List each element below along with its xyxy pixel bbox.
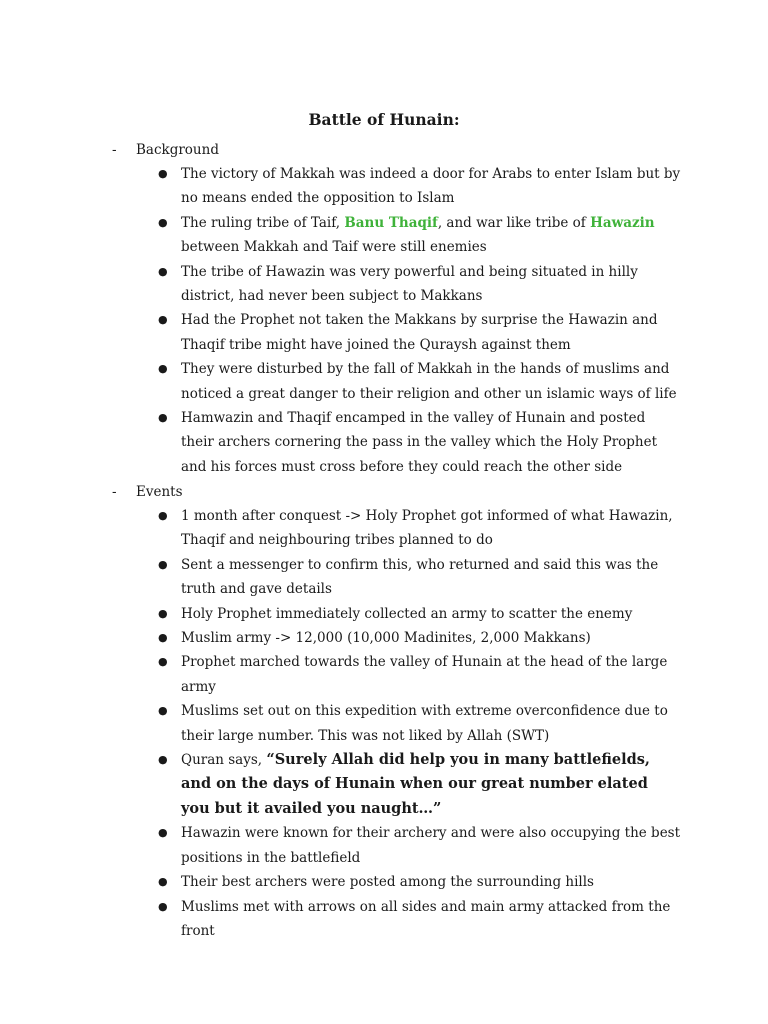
dash-marker: - — [112, 484, 117, 500]
bullet-icon: ● — [158, 606, 168, 620]
list-item — [0, 748, 681, 821]
section-heading-text: Background — [136, 142, 219, 158]
bullet-icon: ● — [158, 631, 168, 645]
list-item-text: Their best archers were posted among the surrounding hills — [181, 874, 594, 891]
list-item — [0, 504, 681, 553]
list-item-text: Sent a messenger to confirm this, who returned and said this was the truth and gave details — [181, 556, 659, 598]
bullet-icon: ● — [158, 875, 168, 889]
list-item-text: They were disturbed by the fall of Makkah in the hands of muslims and noticed a great danger to their religion and other un islamic ways of life — [181, 361, 677, 402]
bullet-icon: ● — [158, 411, 168, 425]
list-item — [0, 553, 681, 602]
section-events — [0, 480, 768, 943]
bullet-icon: ● — [158, 167, 168, 180]
bullet-icon: ● — [158, 753, 168, 767]
list-item-text: Prophet marched towards the valley of Hunain at the head of the large army — [181, 654, 668, 695]
page-title: Battle of Hunain: — [308, 110, 460, 129]
section-heading-text: Events — [136, 484, 183, 500]
list-item — [0, 650, 681, 699]
list-item-text: Muslims set out on this expedition with extreme overconfidence due to their large number. This was not liked by Allah (SWT) — [181, 703, 668, 744]
list-item-text: The victory of Makkah was indeed a door for Arabs to enter Islam but by no means ended the opposition to Islam — [181, 166, 681, 207]
list-item-text: The tribe of Hawazin was very powerful and being situated in hilly district, had never been subject to Makkans — [181, 263, 638, 305]
list-item-text: Hamwazin and Thaqif encamped in the valley of Hunain and posted their archers cornering the pass in the valley which the Holy Prophet and his forces must cross before they could reach the other side — [181, 410, 658, 475]
list-item — [0, 699, 681, 748]
bullet-icon: ● — [158, 557, 168, 571]
list-item-text-start: Quran says, — [181, 752, 267, 769]
list-item-text-start: The ruling tribe of Taif, — [181, 214, 345, 231]
list-item — [0, 626, 681, 650]
quran-quote: “Surely Allah did help you in many battlefields, and on the days of Hunain when our great number elated you but it availed you naught…” — [181, 751, 650, 817]
list-item — [0, 357, 681, 406]
highlight-banu-thaqif: Banu Thaqif — [344, 214, 438, 231]
section-heading — [0, 138, 768, 162]
bullet-list — [0, 504, 768, 943]
list-item-text-middle: , and war like tribe of — [437, 214, 591, 231]
bullet-icon: ● — [158, 362, 168, 376]
list-item-text: Holy Prophet immediately collected an army to scatter the enemy — [181, 605, 633, 622]
dash-marker: - — [112, 142, 117, 158]
bullet-icon: ● — [158, 509, 168, 522]
list-item — [0, 162, 681, 211]
list-item-text: 1 month after conquest -> Holy Prophet got informed of what Hawazin, Thaqif and neighbouring tribes planned to do — [181, 508, 673, 549]
bullet-list — [0, 162, 768, 479]
list-item — [0, 821, 681, 870]
list-item — [0, 260, 681, 309]
list-item-text-end: between Makkah and Taif were still enemies — [181, 239, 487, 256]
bullet-icon: ● — [158, 704, 168, 718]
bullet-icon: ● — [158, 215, 168, 229]
section-background — [0, 138, 768, 479]
list-item — [0, 602, 681, 626]
list-item — [0, 870, 681, 894]
section-heading — [0, 480, 768, 504]
bullet-icon: ● — [158, 826, 168, 840]
list-item-text: Muslim army -> 12,000 (10,000 Madinites, 2,000 Makkans) — [181, 630, 591, 647]
list-item-text: Had the Prophet not taken the Makkans by surprise the Hawazin and Thaqif tribe might have joined the Quraysh against them — [181, 312, 658, 353]
list-item — [0, 308, 681, 357]
list-item — [0, 211, 681, 260]
highlight-hawazin: Hawazin — [590, 214, 655, 231]
list-item-text: Hawazin were known for their archery and were also occupying the best positions in the battlefield — [181, 825, 681, 866]
list-item — [0, 895, 681, 944]
bullet-icon: ● — [158, 313, 168, 327]
list-item-text: Muslims met with arrows on all sides and main army attacked from the front — [181, 898, 671, 939]
list-item — [0, 406, 681, 479]
bullet-icon: ● — [158, 264, 168, 278]
bullet-icon: ● — [158, 655, 168, 669]
bullet-icon: ● — [158, 899, 168, 913]
